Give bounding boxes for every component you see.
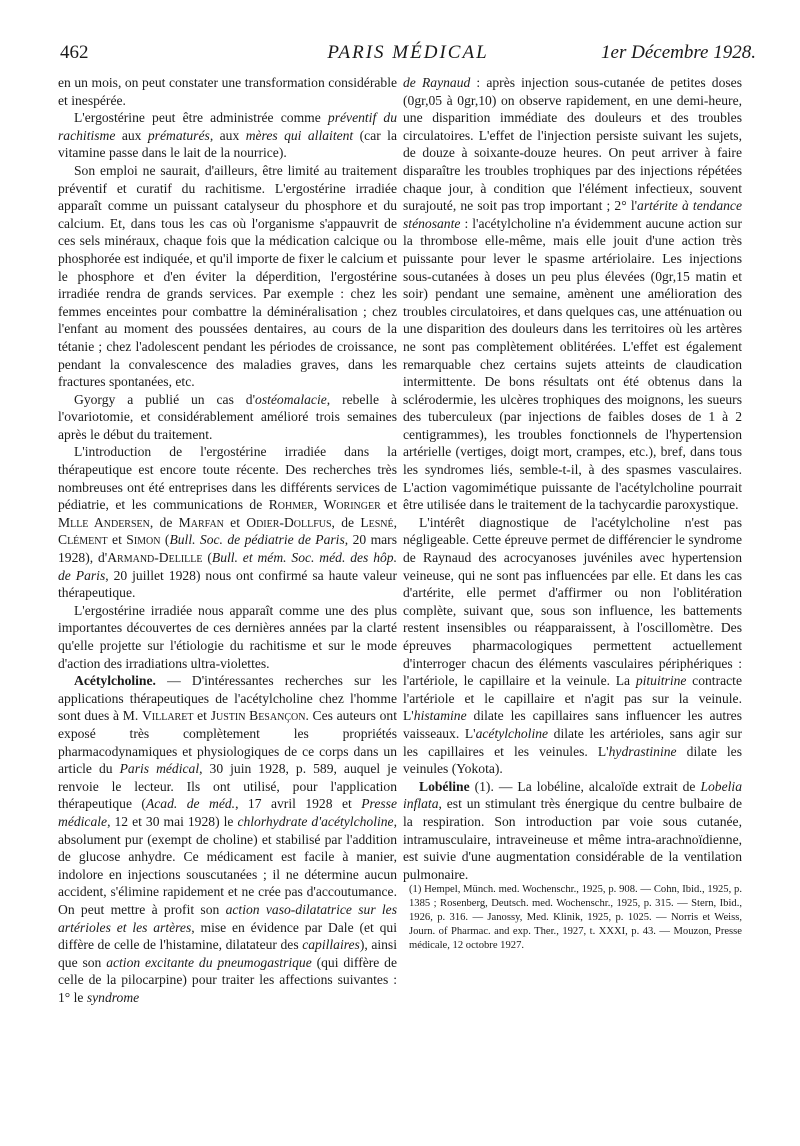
page-number: 462	[60, 42, 89, 63]
paragraph: Gyorgy a publié un cas d'ostéomalacie, rebelle à l'ovariotomie, et considérablement amélioré trois semaines après le début du traitement.	[58, 391, 397, 442]
section-heading: Acétylcholine.	[74, 673, 156, 689]
page-header	[60, 42, 756, 72]
section-heading: Lobéline	[419, 778, 470, 794]
paragraph: L'ergostérine peut être administrée comme préventif du rachitisme aux prématurés, aux mères qui allaitent (car la vitamine passe dans le lait de la nourrice).	[58, 110, 397, 161]
paragraph: Son emploi ne saurait, d'ailleurs, être limité au traitement préventif et curatif du rachitisme. L'ergostérine irradiée apparaît comme un puissant catalyseur du phosphore et du calcium. Et, dans tous les cas où l'organisme s'appauvrit de ces sels minéraux, chaque fois que la médication calcique ou phosphorée est indiquée, et qu'il importe de fixer le calcium et le phosphore et d'en éviter la déperdition, l'ergostérine irradiée rendra de grands services. Par exemple : chez les femmes enceintes pour combattre la déminéralisation ; chez l'enfant au moment des poussées dentaires, au cours de la tétanie ; chez l'adolescent pendant les périodes de croissance, pendant la convalescence des maladies graves, dans les fractures spontanées, etc.	[58, 162, 397, 390]
paragraph: Acétylcholine. — D'intéressantes recherches sur les applications thérapeutiques de l'acétylcholine chez l'homme sont dues à M. Villaret et Justin Besançon. Ces auteurs ont exposé très complètement les propriétés pharmacodynamiques et physiologiques de ce corps dans un article du Paris médical, 30 juin 1928, p. 589, auquel je renvoie le lecteur. Ils ont utilisé, pour l'application thérapeutique (Acad. de méd., 17 avril 1928 et Presse médicale, 12 et 30 mai 1928) le chlorhydrate d'acétylcholine, absolument pur (exempt de choline) et stabilisé par l'addition de glucose anhydre. Ce médicament est facile à manier, indolore en injections souscutanées ; il ne détermine aucun accident, s'élimine rapidement et ne crée pas d'accoutumance. On peut mettre à profit son action vaso-dilatatrice sur les artérioles et les artères, mise en évidence par Dale (et qui diffère de celle de l'histamine, dilatateur des capillaires), ainsi que son action excitante du pneumogastrique (qui diffère de celle de la pilocarpine) pour traiter les affections suivantes : 1° le syndrome	[58, 673, 398, 1005]
right-column	[403, 74, 742, 953]
paragraph: L'ergostérine irradiée nous apparaît comme une des plus importantes découvertes de ces dernières années par la clarté qu'elle projette sur l'étiologie du rachitisme et sur le mode d'action des irradiations ultra-violettes.	[58, 602, 397, 671]
footnote: (1) Hempel, Münch. med. Wochenschr., 1925, p. 908. — Cohn, Ibid., 1925, p. 1385 ; Rosenberg, Deutsch. med. Wochenschr., 1925, p. 315. — Stern, Ibid., 1926, p. 316. — Janossy, Med. Klinik, 1925, p. 1025. — Norris et Weiss, Journ. of Pharmac. and exp. Ther., 1927, t. XXXI, p. 43. — Mouzon, Presse médicale, 12 octobre 1927.	[409, 884, 742, 952]
paragraph: L'introduction de l'ergostérine irradiée dans la thérapeutique est encore toute récente. Des recherches très nombreuses ont été entreprises dans les différents services de pédiatrie, et les communications de Rohmer, Woringer et Mlle Andersen, de Marfan et Odier-Dollfus, de Lesné, Clément et Simon (Bull. Soc. de pédiatrie de Paris, 20 mars 1928), d'Armand-Delille (Bull. et mém. Soc. méd. des hôp. de Paris, 20 juillet 1928) nous ont confirmé sa haute valeur thérapeutique.	[58, 444, 398, 601]
journal-title: PARIS MÉDICAL	[327, 42, 489, 63]
paragraph: de Raynaud : après injection sous-cutanée de petites doses (0gr,05 à 0gr,10) on observe rapidement, en une demi-heure, une disparition immédiate des douleurs et des troubles circulatoires. L'effet de l'injection persiste suivant les sujets, de douze à soixante-douze heures. On peut arriver à faire disparaître les troubles trophiques par des injections répétées chaque jour, à condition que l'élément infectieux, souvent surajouté, ne soit pas trop important ; 2° l'artérite à tendance sténosante : l'acétylcholine n'a évidemment aucune action sur la thrombose elle-même, mais elle jouit d'une action très puissante pour lever le spasme artériolaire. Les injections sous-cutanées à doses un peu plus élevées (0gr,15 matin et soir) pendant une semaine, amènent une amélioration des troubles circulatoires, et dans quelques cas, une atténuation ou une disparition des douleurs dans les territoires où les artères ne sont pas complètement oblitérées. L'effet est également remarquable chez certains sujets atteints de claudication intermittente. De bons résultats ont été obtenus dans la sclérodermie, les ulcères trophiques des moignons, les sueurs des tuberculeux (par injections de faibles doses de 1 à 2 centigrammes), les troubles fonctionnels de l'hypertension artérielle (vertiges, doigt mort, crampes, etc.), bref, dans tous les syndromes liés, semble-t-il, à des spasmes vasculaires. L'action vagomimétique puissante de l'acétylcholine pourrait être utilisée dans le traitement de la tachycardie paroxystique.	[403, 75, 742, 513]
paragraph: en un mois, on peut constater une transformation considérable et inespérée.	[58, 75, 397, 108]
issue-date: 1er Décembre 1928.	[601, 42, 756, 63]
paragraph: Lobéline (1). — La lobéline, alcaloïde extrait de Lobelia inflata, est un stimulant très énergique du centre bulbaire de la respiration. Son introduction par voie sous cutanée, intramusculaire, intraveineuse et même intra-arachnoïdienne, est suivie d'une augmentation considérable de la ventilation pulmonaire.	[403, 778, 742, 882]
paragraph: L'intérêt diagnostique de l'acétylcholine n'est pas négligeable. Cette épreuve permet de différencier le syndrome de Raynaud des acrocyanoses juvéniles avec hypertension veineuse, qui ne sont pas influencées par elle. Et dans les cas d'artérite, elle permet d'affirmer ou non l'oblitération complète, suivant que, sous son influence, les battements restent insensibles ou réapparaissent, à l'oscillomètre. Des épreuves pharmacologiques permettent actuellement d'interroger chacun des éléments vasculaires périphériques : l'artériole, le capillaire et la veinule. La pituitrine contracte l'artériole et le capillaire et n'agit pas sur la veinule. L'histamine dilate les capillaires sans influencer les autres vaisseaux. L'acétylcholine dilate les artérioles, sans agir sur les capillaires et les veinules. L'hydrastinine dilate les veinules (Yokota).	[403, 514, 743, 777]
left-column	[58, 74, 397, 1006]
